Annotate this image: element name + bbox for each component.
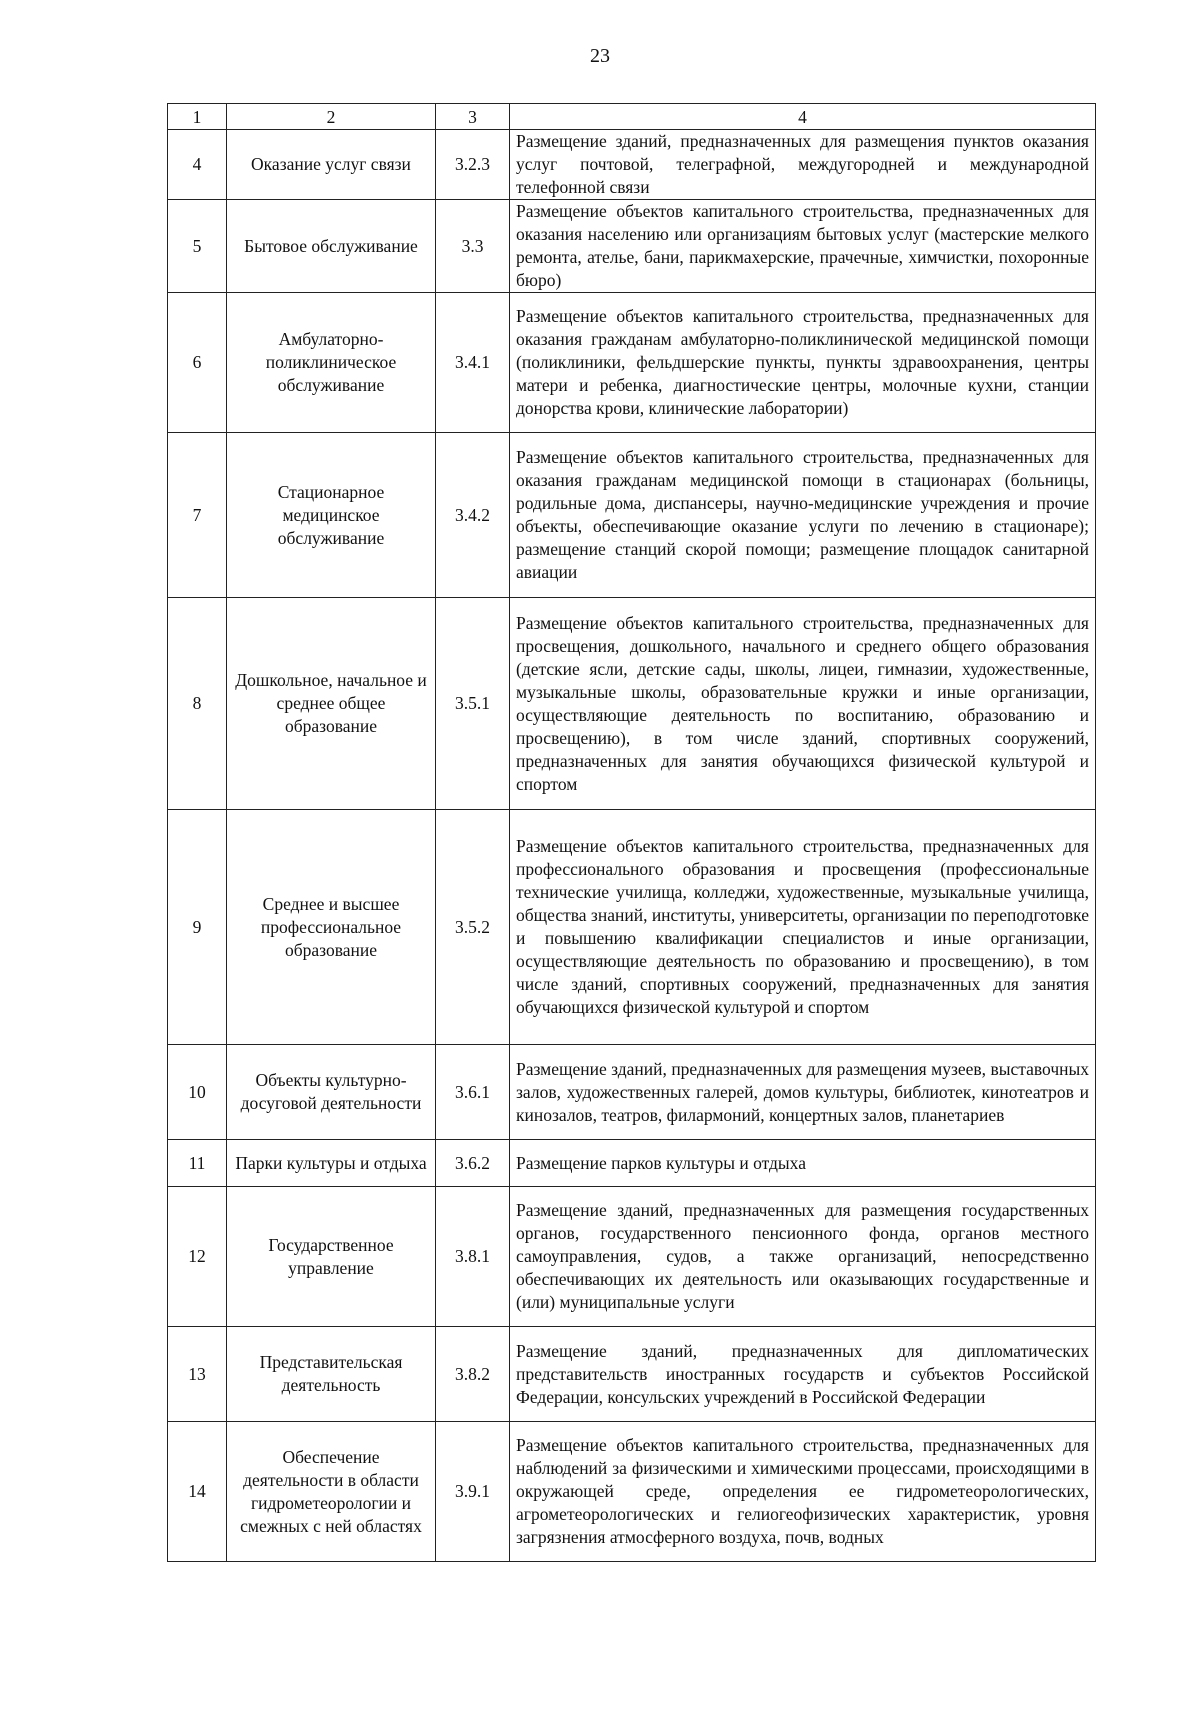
row-number: 11 xyxy=(168,1140,227,1187)
row-name: Обеспечение деятельности в области гидрометеорологии и смежных с ней областях xyxy=(227,1422,436,1562)
row-description: Размещение объектов капитального строительства, предназначенных для оказания гражданам медицинской помощи в стационарах (больницы, родильные дома, диспансеры, научно-медицинские учреждения и прочие объекты, обеспечивающие оказание услуги по лечению в стационаре); размещение станций скорой помощи; размещение площадок санитарной авиации xyxy=(510,433,1096,598)
row-name: Дошкольное, начальное и среднее общее образование xyxy=(227,598,436,810)
row-description: Размещение парков культуры и отдыха xyxy=(510,1140,1096,1187)
row-code: 3.4.2 xyxy=(436,433,510,598)
row-description: Размещение объектов капитального строительства, предназначенных для просвещения, дошкольного, начального и среднего общего образования (детские ясли, детские сады, школы, лицеи, гимназии, художественные, музыкальные школы, образовательные кружки и иные организации, осуществляющие деятельность по воспитанию, образованию и просвещению), в том числе зданий, спортивных сооружений, предназначенных для занятия обучающихся физической культурой и спортом xyxy=(510,598,1096,810)
row-code: 3.6.2 xyxy=(436,1140,510,1187)
header-cell: 2 xyxy=(227,104,436,130)
row-code: 3.6.1 xyxy=(436,1045,510,1140)
row-name: Оказание услуг связи xyxy=(227,130,436,200)
table-row xyxy=(168,1327,1096,1422)
row-description: Размещение зданий, предназначенных для размещения государственных органов, государственного пенсионного фонда, органов местного самоуправления, судов, а также организаций, непосредственно обеспечивающих их деятельность или оказывающих государственные и (или) муниципальные услуги xyxy=(510,1187,1096,1327)
row-name: Среднее и высшее профессиональное образование xyxy=(227,810,436,1045)
header-cell: 3 xyxy=(436,104,510,130)
row-description: Размещение зданий, предназначенных для размещения музеев, выставочных залов, художественных галерей, домов культуры, библиотек, кинотеатров и кинозалов, театров, филармоний, концертных залов, планетариев xyxy=(510,1045,1096,1140)
row-number: 12 xyxy=(168,1187,227,1327)
row-number: 8 xyxy=(168,598,227,810)
row-code: 3.3 xyxy=(436,200,510,293)
row-code: 3.2.3 xyxy=(436,130,510,200)
row-code: 3.8.1 xyxy=(436,1187,510,1327)
land-use-table xyxy=(167,103,1096,1562)
table-row xyxy=(168,433,1096,598)
row-code: 3.5.1 xyxy=(436,598,510,810)
row-code: 3.4.1 xyxy=(436,293,510,433)
table-row xyxy=(168,810,1096,1045)
row-description: Размещение объектов капитального строительства, предназначенных для профессионального образования и просвещения (профессиональные технические училища, колледжи, художественные, музыкальные училища, общества знаний, институты, университеты, организации по переподготовке и повышению квалификации специалистов и иные организации, осуществляющие деятельность по образованию и просвещению), в том числе зданий, спортивных сооружений, предназначенных для занятия обучающихся физической культурой и спортом xyxy=(510,810,1096,1045)
row-code: 3.5.2 xyxy=(436,810,510,1045)
row-number: 5 xyxy=(168,200,227,293)
page-number: 23 xyxy=(590,45,610,67)
row-description: Размещение объектов капитального строительства, предназначенных для наблюдений за физическими и химическими процессами, происходящими в окружающей среде, определения ее гидрометеорологических, агрометеорологических и гелиогеофизических характеристик, уровня загрязнения атмосферного воздуха, почв, водных xyxy=(510,1422,1096,1562)
table-row xyxy=(168,1045,1096,1140)
row-number: 10 xyxy=(168,1045,227,1140)
row-description: Размещение объектов капитального строительства, предназначенных для оказания гражданам амбулаторно-поликлинической медицинской помощи (поликлиники, фельдшерские пункты, пункты здравоохранения, центры матери и ребенка, диагностические центры, молочные кухни, станции донорства крови, клинические лаборатории) xyxy=(510,293,1096,433)
row-name: Объекты культурно-досуговой деятельности xyxy=(227,1045,436,1140)
row-number: 6 xyxy=(168,293,227,433)
row-name: Государственное управление xyxy=(227,1187,436,1327)
row-description: Размещение зданий, предназначенных для размещения пунктов оказания услуг почтовой, телеграфной, междугородней и международной телефонной связи xyxy=(510,130,1096,200)
row-number: 13 xyxy=(168,1327,227,1422)
row-code: 3.9.1 xyxy=(436,1422,510,1562)
row-name: Амбулаторно-поликлиническое обслуживание xyxy=(227,293,436,433)
row-name: Стационарное медицинское обслуживание xyxy=(227,433,436,598)
table-row xyxy=(168,130,1096,200)
row-name: Парки культуры и отдыха xyxy=(227,1140,436,1187)
row-description: Размещение зданий, предназначенных для дипломатических представительств иностранных государств и субъектов Российской Федерации, консульских учреждений в Российской Федерации xyxy=(510,1327,1096,1422)
table-row xyxy=(168,598,1096,810)
row-number: 4 xyxy=(168,130,227,200)
table-row xyxy=(168,293,1096,433)
row-description: Размещение объектов капитального строительства, предназначенных для оказания населению или организациям бытовых услуг (мастерские мелкого ремонта, ателье, бани, парикмахерские, прачечные, химчистки, похоронные бюро) xyxy=(510,200,1096,293)
table-row xyxy=(168,1140,1096,1187)
header-cell: 1 xyxy=(168,104,227,130)
table-row xyxy=(168,1422,1096,1562)
row-name: Бытовое обслуживание xyxy=(227,200,436,293)
row-name: Представительская деятельность xyxy=(227,1327,436,1422)
row-code: 3.8.2 xyxy=(436,1327,510,1422)
table-row xyxy=(168,1187,1096,1327)
table-row xyxy=(168,200,1096,293)
row-number: 9 xyxy=(168,810,227,1045)
row-number: 14 xyxy=(168,1422,227,1562)
header-cell: 4 xyxy=(510,104,1096,130)
table-header-row xyxy=(168,104,1096,130)
row-number: 7 xyxy=(168,433,227,598)
